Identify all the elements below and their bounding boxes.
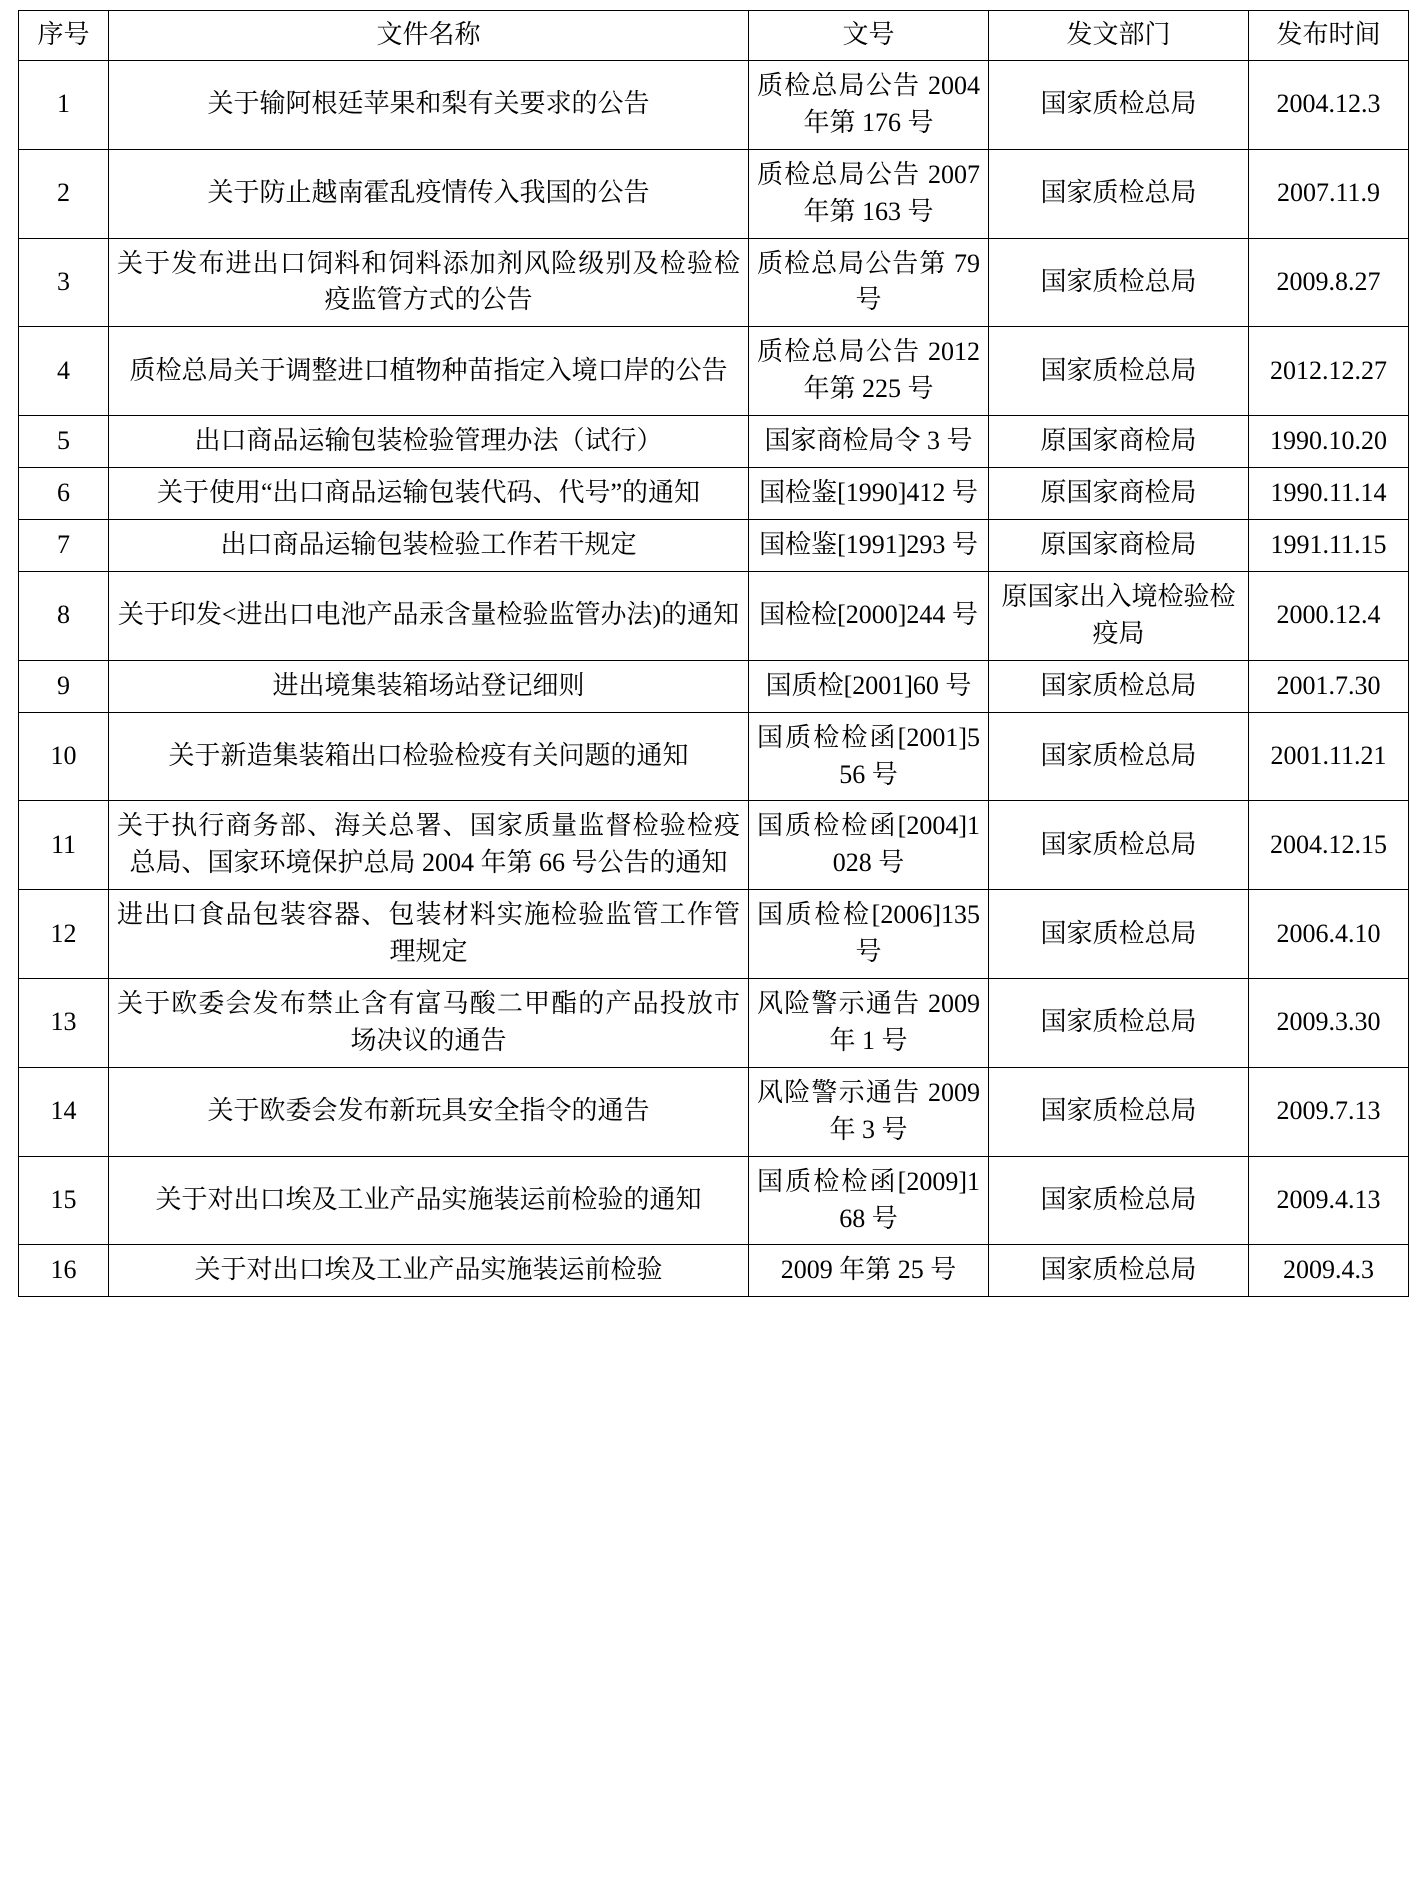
cell-sequence-number: 5 bbox=[19, 416, 109, 468]
cell-publish-date bbox=[1249, 327, 1409, 416]
cell-issuing-department: 国家质检总局 bbox=[989, 238, 1249, 327]
publish-date-text: 1990.11.14 bbox=[1270, 478, 1387, 508]
publish-date-text: 2012.12.27 bbox=[1270, 355, 1387, 385]
table-row bbox=[19, 468, 1409, 520]
document-number-text: 国质检检[2006]135 号 bbox=[757, 900, 980, 967]
cell-issuing-department: 国家质检总局 bbox=[989, 1245, 1249, 1297]
cell-document-name: 关于执行商务部、海关总署、国家质量监督检验检疫总局、国家环境保护总局 2004 年第 66 号公告的通知 bbox=[109, 801, 749, 890]
cell-sequence-number: 7 bbox=[19, 519, 109, 571]
cell-document-name: 质检总局关于调整进口植物种苗指定入境口岸的公告 bbox=[109, 327, 749, 416]
cell-document-name: 关于使用“出口商品运输包装代码、代号”的通知 bbox=[109, 468, 749, 520]
cell-document-number bbox=[749, 416, 989, 468]
publish-date-text: 2009.8.27 bbox=[1276, 266, 1381, 296]
cell-document-number bbox=[749, 468, 989, 520]
document-number-text: 国质检检函[2001]556 号 bbox=[757, 722, 980, 789]
table-row bbox=[19, 712, 1409, 801]
cell-issuing-department: 原国家商检局 bbox=[989, 416, 1249, 468]
cell-document-number bbox=[749, 519, 989, 571]
table-body bbox=[19, 60, 1409, 1296]
cell-sequence-number: 1 bbox=[19, 60, 109, 149]
table-row bbox=[19, 801, 1409, 890]
cell-document-number bbox=[749, 712, 989, 801]
document-number-text: 2009 年第 25 号 bbox=[780, 1255, 957, 1285]
cell-sequence-number: 14 bbox=[19, 1067, 109, 1156]
cell-issuing-department: 国家质检总局 bbox=[989, 712, 1249, 801]
table-row bbox=[19, 979, 1409, 1068]
cell-issuing-department: 原国家商检局 bbox=[989, 519, 1249, 571]
cell-document-number bbox=[749, 1245, 989, 1297]
cell-document-name: 关于输阿根廷苹果和梨有关要求的公告 bbox=[109, 60, 749, 149]
cell-sequence-number: 3 bbox=[19, 238, 109, 327]
publish-date-text: 1991.11.15 bbox=[1270, 529, 1387, 559]
cell-document-number bbox=[749, 979, 989, 1068]
publish-date-text: 2006.4.10 bbox=[1276, 918, 1381, 948]
cell-document-number bbox=[749, 890, 989, 979]
document-number-text: 国检鉴[1991]293 号 bbox=[759, 529, 978, 559]
table-row bbox=[19, 890, 1409, 979]
cell-document-name: 关于欧委会发布禁止含有富马酸二甲酯的产品投放市场决议的通告 bbox=[109, 979, 749, 1068]
cell-issuing-department: 国家质检总局 bbox=[989, 979, 1249, 1068]
column-header-seq: 序号 bbox=[19, 11, 109, 61]
cell-document-name: 关于欧委会发布新玩具安全指令的通告 bbox=[109, 1067, 749, 1156]
cell-publish-date bbox=[1249, 571, 1409, 660]
column-header-date: 发布时间 bbox=[1249, 11, 1409, 61]
document-number-text: 国质检[2001]60 号 bbox=[765, 670, 972, 700]
publish-date-text: 2000.12.4 bbox=[1276, 600, 1381, 630]
cell-sequence-number: 11 bbox=[19, 801, 109, 890]
cell-document-name: 关于防止越南霍乱疫情传入我国的公告 bbox=[109, 149, 749, 238]
document-number-text: 国家商检局令 3 号 bbox=[764, 426, 973, 456]
column-header-name: 文件名称 bbox=[109, 11, 749, 61]
cell-document-number bbox=[749, 660, 989, 712]
cell-document-number bbox=[749, 149, 989, 238]
cell-issuing-department: 国家质检总局 bbox=[989, 1067, 1249, 1156]
cell-document-name: 出口商品运输包装检验工作若干规定 bbox=[109, 519, 749, 571]
cell-publish-date bbox=[1249, 801, 1409, 890]
cell-publish-date bbox=[1249, 979, 1409, 1068]
cell-issuing-department: 国家质检总局 bbox=[989, 660, 1249, 712]
cell-issuing-department: 国家质检总局 bbox=[989, 1156, 1249, 1245]
cell-publish-date bbox=[1249, 1067, 1409, 1156]
table-row bbox=[19, 519, 1409, 571]
cell-publish-date bbox=[1249, 238, 1409, 327]
cell-issuing-department: 原国家出入境检验检疫局 bbox=[989, 571, 1249, 660]
cell-document-name: 关于对出口埃及工业产品实施装运前检验的通知 bbox=[109, 1156, 749, 1245]
cell-publish-date bbox=[1249, 1245, 1409, 1297]
cell-document-name: 进出境集装箱场站登记细则 bbox=[109, 660, 749, 712]
document-number-text: 国检检[2000]244 号 bbox=[759, 600, 978, 630]
table-row bbox=[19, 149, 1409, 238]
cell-document-name: 关于印发<进出口电池产品汞含量检验监管办法)的通知 bbox=[109, 571, 749, 660]
publish-date-text: 2009.4.3 bbox=[1283, 1255, 1374, 1285]
cell-sequence-number: 16 bbox=[19, 1245, 109, 1297]
publish-date-text: 2009.7.13 bbox=[1276, 1096, 1381, 1126]
document-number-text: 国质检检函[2004]1028 号 bbox=[757, 811, 980, 878]
cell-document-number bbox=[749, 1067, 989, 1156]
table-row bbox=[19, 327, 1409, 416]
table-row bbox=[19, 1067, 1409, 1156]
table-row bbox=[19, 238, 1409, 327]
cell-sequence-number: 12 bbox=[19, 890, 109, 979]
cell-document-name: 进出口食品包装容器、包装材料实施检验监管工作管理规定 bbox=[109, 890, 749, 979]
cell-sequence-number: 4 bbox=[19, 327, 109, 416]
cell-sequence-number: 13 bbox=[19, 979, 109, 1068]
regulations-table bbox=[18, 10, 1409, 1297]
cell-issuing-department: 国家质检总局 bbox=[989, 890, 1249, 979]
column-header-number: 文号 bbox=[749, 11, 989, 61]
cell-document-name: 出口商品运输包装检验管理办法（试行） bbox=[109, 416, 749, 468]
cell-document-name: 关于新造集装箱出口检验检疫有关问题的通知 bbox=[109, 712, 749, 801]
cell-issuing-department: 国家质检总局 bbox=[989, 60, 1249, 149]
cell-publish-date bbox=[1249, 890, 1409, 979]
table-row bbox=[19, 571, 1409, 660]
cell-publish-date bbox=[1249, 60, 1409, 149]
cell-document-number bbox=[749, 571, 989, 660]
document-number-text: 国检鉴[1990]412 号 bbox=[759, 478, 978, 508]
document-number-text: 国质检检函[2009]168 号 bbox=[757, 1166, 980, 1233]
cell-issuing-department: 国家质检总局 bbox=[989, 327, 1249, 416]
cell-document-number bbox=[749, 327, 989, 416]
document-number-text: 质检总局公告 2012 年第 225 号 bbox=[757, 337, 980, 404]
table-row bbox=[19, 1156, 1409, 1245]
document-number-text: 质检总局公告第 79 号 bbox=[757, 248, 980, 315]
cell-document-name: 关于发布进出口饲料和饲料添加剂风险级别及检验检疫监管方式的公告 bbox=[109, 238, 749, 327]
cell-publish-date bbox=[1249, 712, 1409, 801]
cell-publish-date bbox=[1249, 519, 1409, 571]
cell-document-number bbox=[749, 60, 989, 149]
cell-issuing-department: 原国家商检局 bbox=[989, 468, 1249, 520]
publish-date-text: 2009.3.30 bbox=[1276, 1007, 1381, 1037]
cell-document-name: 关于对出口埃及工业产品实施装运前检验 bbox=[109, 1245, 749, 1297]
publish-date-text: 2004.12.15 bbox=[1270, 829, 1387, 859]
cell-publish-date bbox=[1249, 149, 1409, 238]
cell-sequence-number: 15 bbox=[19, 1156, 109, 1245]
column-header-department: 发文部门 bbox=[989, 11, 1249, 61]
cell-sequence-number: 10 bbox=[19, 712, 109, 801]
document-number-text: 质检总局公告 2004 年第 176 号 bbox=[757, 70, 980, 137]
document-number-text: 风险警示通告 2009 年 3 号 bbox=[757, 1077, 980, 1144]
document-number-text: 质检总局公告 2007 年第 163 号 bbox=[757, 159, 980, 226]
publish-date-text: 2001.11.21 bbox=[1270, 741, 1387, 771]
cell-publish-date bbox=[1249, 468, 1409, 520]
cell-issuing-department: 国家质检总局 bbox=[989, 801, 1249, 890]
table-row bbox=[19, 60, 1409, 149]
publish-date-text: 2004.12.3 bbox=[1276, 89, 1381, 119]
cell-publish-date bbox=[1249, 660, 1409, 712]
publish-date-text: 1990.10.20 bbox=[1270, 426, 1387, 456]
cell-sequence-number: 2 bbox=[19, 149, 109, 238]
document-number-text: 风险警示通告 2009 年 1 号 bbox=[757, 989, 980, 1055]
cell-document-number bbox=[749, 801, 989, 890]
cell-publish-date bbox=[1249, 416, 1409, 468]
cell-document-number bbox=[749, 238, 989, 327]
table-row bbox=[19, 1245, 1409, 1297]
cell-issuing-department: 国家质检总局 bbox=[989, 149, 1249, 238]
table-row bbox=[19, 660, 1409, 712]
cell-document-number bbox=[749, 1156, 989, 1245]
publish-date-text: 2001.7.30 bbox=[1276, 670, 1381, 700]
cell-sequence-number: 9 bbox=[19, 660, 109, 712]
cell-sequence-number: 8 bbox=[19, 571, 109, 660]
publish-date-text: 2007.11.9 bbox=[1276, 178, 1381, 208]
table-header bbox=[19, 11, 1409, 61]
table-row bbox=[19, 416, 1409, 468]
publish-date-text: 2009.4.13 bbox=[1276, 1185, 1381, 1215]
cell-sequence-number: 6 bbox=[19, 468, 109, 520]
table-header-row bbox=[19, 11, 1409, 61]
cell-publish-date bbox=[1249, 1156, 1409, 1245]
